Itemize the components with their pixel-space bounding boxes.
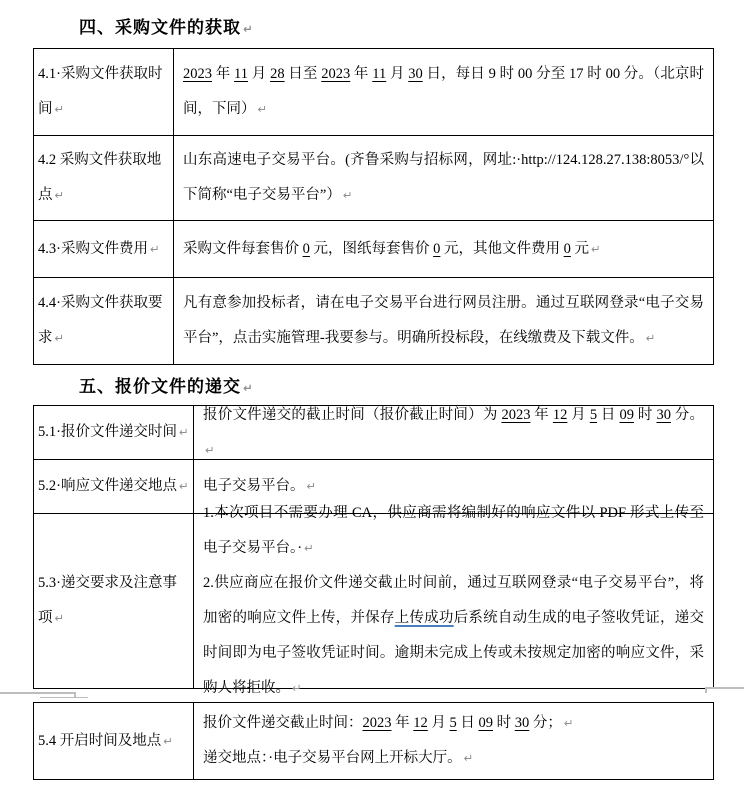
row-label-cell: [34, 460, 194, 513]
text-run: 5.4 开启时间及地点: [38, 732, 162, 749]
row-label-text: [38, 469, 189, 504]
pilcrow-mark: ↵: [645, 331, 656, 345]
section5-heading: [79, 372, 254, 397]
text-run: 日至: [284, 66, 322, 82]
pilcrow-mark: ↵: [243, 22, 254, 36]
content-paragraph: [203, 398, 704, 468]
row-content-cell: [174, 49, 713, 135]
text-run: 年: [350, 66, 373, 82]
text-run: 采购文件每套售价: [183, 240, 303, 257]
row-content-cell: [174, 278, 713, 364]
pilcrow-mark: ↵: [178, 425, 189, 439]
row-content-cell: [194, 505, 713, 696]
text-run: 元: [570, 240, 589, 257]
section4-heading-text: 四、采购文件的获取: [79, 18, 241, 37]
row-label-cell: [34, 278, 174, 364]
row-content-cell: [174, 221, 713, 277]
pilcrow-mark: ↵: [342, 188, 353, 202]
pilcrow-mark: ↵: [205, 442, 215, 457]
row-label-text: [38, 286, 169, 356]
pilcrow-mark: ↵: [292, 681, 302, 695]
text-run: 报价文件递交的截止时间（报价截止时间）为: [203, 406, 502, 423]
row-label-cell: [34, 406, 194, 459]
text-run: 5.3·递交要求及注意事项: [38, 575, 177, 626]
underlined-link-text: 上传成功: [394, 610, 454, 626]
underlined-value: 12: [552, 406, 568, 423]
row-label-cell: [34, 703, 194, 779]
table-row: [34, 505, 713, 696]
row-label-cell: [34, 514, 194, 688]
content-paragraph: [183, 57, 704, 127]
row-label-text: [38, 143, 169, 213]
pilcrow-mark: ↵: [563, 716, 574, 730]
content-paragraph: [203, 706, 704, 741]
text-run: 2.供应商应在报价文件递交截止时间前，通过互联网登录“电子交易平台”，将加密的响应文件上传，并保存: [203, 575, 704, 626]
quotation-submission-table-part2: [33, 702, 714, 780]
pilcrow-mark: ↵: [54, 188, 65, 202]
text-run: 递交地点：·电子交易平台网上开标大厅。: [203, 750, 462, 766]
row-label-text: [38, 57, 169, 127]
section5-heading-text: 五、报价文件的递交: [79, 377, 241, 396]
text-run: 4.4·采购文件获取要求: [38, 295, 163, 346]
text-run: 4.1·采购文件获取时间: [38, 66, 163, 117]
text-run: 时: [493, 715, 515, 731]
underlined-value: 30: [656, 406, 671, 423]
content-paragraph: [203, 741, 704, 776]
underlined-value: 2023: [183, 66, 212, 82]
procurement-documents-table: [33, 48, 714, 365]
row-label-cell: [34, 221, 174, 277]
pilcrow-mark: ↵: [149, 241, 160, 256]
text-run: 年: [391, 715, 414, 731]
underlined-value: 2023: [501, 406, 531, 423]
table-row: [34, 220, 713, 277]
text-run: 元，图纸每套售价: [309, 240, 434, 257]
underlined-value: 0: [433, 240, 441, 257]
text-run: 年: [212, 66, 235, 82]
table-row: [34, 703, 713, 779]
table-row: [34, 49, 713, 135]
text-run: 4.2 采购文件获取地点: [38, 152, 162, 203]
text-run: 元，其他文件费用: [440, 240, 564, 257]
text-run: 日，每日 9 时 00 分至 17 时 00 分。（北京时间，下同）: [183, 66, 705, 117]
underlined-value: 28: [270, 66, 285, 82]
pilcrow-mark: ↵: [463, 751, 474, 765]
underlined-value: 11: [234, 66, 249, 82]
underlined-value: 09: [478, 715, 493, 731]
text-run: 山东高速电子交易平台。(齐鲁采购与招标网，网址:·http://124.128.27.138:8053/°以下简称“电子交易平台”）: [183, 152, 704, 203]
underlined-value: 11: [372, 66, 387, 82]
row-label-cell: [34, 136, 174, 220]
table-row: [34, 135, 713, 220]
text-run: 后系统自动生成的电子签收凭证，递交时间即为电子签收凭证时间。逾期未完成上传或未按规定加密的响应文件，采购人将拒收。: [203, 610, 705, 696]
content-paragraph: [183, 143, 704, 213]
text-run: 1.本次项目不需要办理 CA，供应商需将编制好的响应文件以 PDF 形式上传至电子交易平台。·: [203, 505, 704, 556]
table-row: [34, 406, 713, 459]
pilcrow-mark: ↵: [54, 611, 65, 625]
text-run: 报价文件递交截止时间：: [203, 715, 363, 731]
pilcrow-mark: ↵: [178, 479, 189, 493]
content-paragraph: [183, 232, 704, 267]
row-content-cell: [174, 136, 713, 220]
text-run: 分。: [670, 406, 705, 423]
section4-heading: [79, 13, 254, 38]
row-label-text: [38, 724, 189, 759]
text-run: 5.2·响应文件递交地点: [38, 478, 177, 494]
row-label-text: [38, 232, 169, 267]
text-run: 分；: [529, 715, 562, 731]
underlined-value: 30: [408, 66, 423, 82]
text-run: 时: [634, 406, 657, 423]
text-run: 月: [248, 66, 271, 82]
content-paragraph: [203, 566, 704, 706]
underlined-value: 5: [589, 406, 598, 423]
row-label-text: [38, 415, 189, 450]
row-content-cell: [194, 703, 713, 779]
text-run: 5.1·报价文件递交时间: [38, 424, 177, 440]
underlined-value: 2023: [321, 66, 351, 82]
underlined-value: 2023: [362, 715, 392, 731]
text-run: 月: [567, 406, 590, 423]
row-label-cell: [34, 49, 174, 135]
pilcrow-mark: ↵: [54, 331, 65, 345]
text-run: 月: [427, 715, 450, 731]
underlined-value: 5: [449, 715, 457, 731]
table-row: [34, 277, 713, 364]
pilcrow-mark: ↵: [304, 541, 314, 555]
pilcrow-mark: ↵: [257, 102, 268, 116]
text-run: 电子交易平台。: [203, 478, 305, 494]
pilcrow-mark: ↵: [243, 381, 254, 395]
underlined-value: 0: [563, 240, 571, 257]
text-run: 年: [530, 406, 553, 423]
pilcrow-mark: ↵: [306, 479, 317, 493]
underlined-value: 12: [413, 715, 428, 731]
text-run: 日: [456, 715, 479, 731]
underlined-value: 30: [514, 715, 530, 731]
text-run: 日: [597, 406, 620, 423]
pilcrow-mark: ↵: [163, 733, 173, 748]
underlined-value: 0: [302, 240, 310, 257]
text-run: 凡有意参加投标者，请在电子交易平台进行网员注册。通过互联网登录“电子交易平台”，点击实施管理-我要参与。明确所投标段，在线缴费及下载文件。: [183, 295, 704, 346]
quotation-submission-table-part1: [33, 405, 714, 696]
pilcrow-mark: ↵: [54, 102, 65, 116]
content-paragraph: [203, 496, 704, 566]
pilcrow-mark: ↵: [591, 241, 601, 256]
row-content-cell: [194, 406, 713, 459]
content-paragraph: [183, 286, 704, 356]
text-run: 月: [386, 66, 409, 82]
row-label-text: [38, 566, 189, 636]
text-run: 4.3·采购文件费用: [38, 240, 148, 257]
underlined-value: 09: [619, 406, 634, 423]
